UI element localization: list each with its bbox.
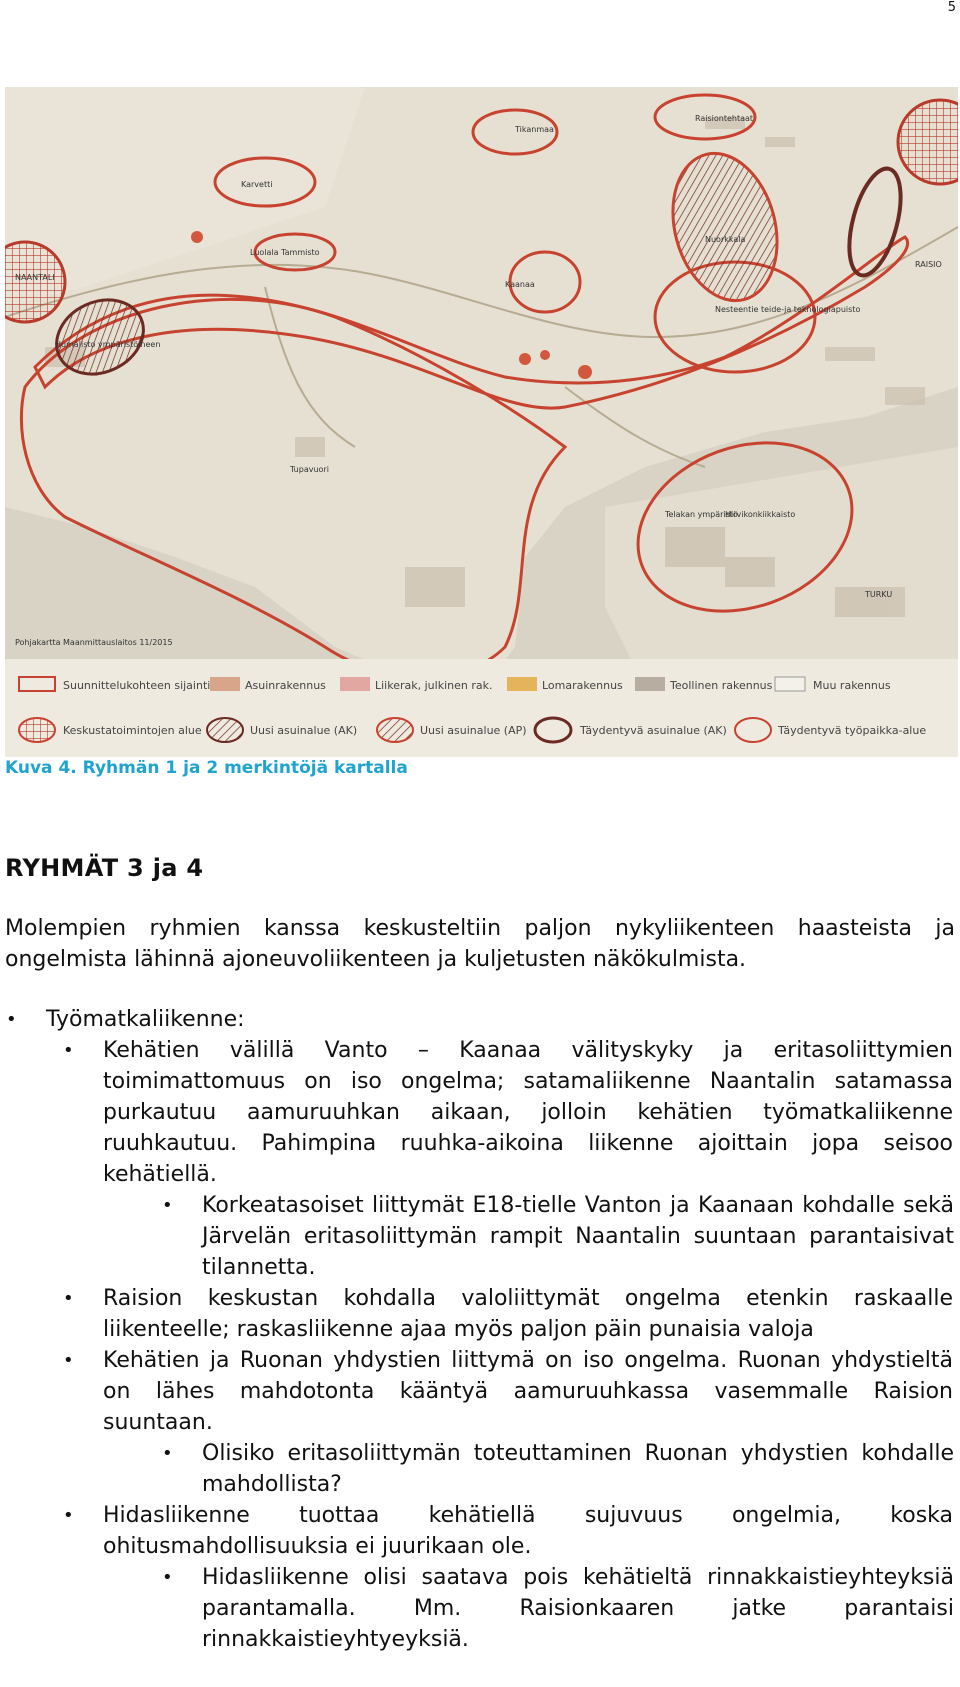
bullet-icon: •	[63, 1350, 74, 1371]
map-label: Pohjakartta Maanmittauslaitos 11/2015	[15, 638, 173, 647]
bullet-icon: •	[162, 1195, 173, 1216]
list-item	[162, 1438, 954, 1500]
bullet-icon: •	[162, 1567, 173, 1588]
map-label: Hirvikonkiikkaisto	[725, 510, 796, 519]
map-label: Karvetti	[241, 180, 273, 189]
bullet-icon: •	[162, 1443, 173, 1464]
list-item	[162, 1562, 954, 1655]
map-label: Telakan ympäristö	[665, 510, 738, 519]
section-heading: RYHMÄT 3 ja 4	[5, 854, 204, 882]
map-label: Nesteentie teide-ja teknologiapuisto	[715, 305, 861, 314]
legend-label: Asuinrakennus	[245, 679, 326, 692]
legend-label: Keskustatoimintojen alue	[63, 724, 202, 737]
map-label: Tupavuori	[290, 465, 329, 474]
map-label: Raisiontehtaat	[695, 114, 754, 123]
legend-label: Täydentyvä asuinalue (AK)	[580, 724, 727, 737]
list-item	[162, 1190, 954, 1283]
map-label: Luolala Tammisto	[250, 248, 320, 257]
map-label: Kaanaa	[505, 280, 535, 289]
legend-label: Uusi asuinalue (AK)	[250, 724, 358, 737]
map-label: Humalisto ympäristöineen	[55, 340, 161, 349]
map-label: RAISIO	[915, 260, 942, 269]
bullet-list	[0, 1004, 960, 1655]
page-number: 5	[947, 0, 956, 15]
list-item-text: Raision keskustan kohdalla valoliittymät ongelma etenkin raskaalle liikenteelle; raskasliikenne ajaa myös paljon päin punaisia valoja	[103, 1286, 953, 1342]
legend-label: Lomarakennus	[542, 679, 623, 692]
figure-caption: Kuva 4. Ryhmän 1 ja 2 merkintöjä kartalla	[5, 758, 408, 778]
map-label: NAANTALI	[15, 273, 55, 282]
bullet-icon: •	[63, 1505, 74, 1526]
map-label: Nuorkkala	[705, 235, 746, 244]
legend-label: Uusi asuinalue (AP)	[420, 724, 527, 737]
annotated-map-image	[5, 87, 958, 757]
legend-label: Suunnittelukohteen sijainti	[63, 679, 211, 692]
list-item-text: Korkeatasoiset liittymät E18-tielle Vanton ja Kaanaan kohdalle sekä Järvelän eritasoliittymän rampit Naantalin suuntaan parantaisivat tilannetta.	[202, 1193, 954, 1280]
intro-paragraph: Molempien ryhmien kanssa keskusteltiin paljon nykyliikenteen haasteista ja ongelmista lähinnä ajoneuvoliikenteen ja kuljetusten näkökulmista.	[5, 916, 955, 972]
map-label: Tikanmaa	[515, 125, 554, 134]
map-photo	[5, 87, 958, 757]
list-item-text: Olisiko eritasoliittymän toteuttaminen Ruonan yhdystien kohdalle mahdollista?	[202, 1441, 954, 1497]
list-item-text: Työmatkaliikenne:	[46, 1007, 245, 1032]
list-item	[63, 1345, 953, 1438]
list-item-text: Kehätien välillä Vanto – Kaanaa välityskyky ja eritasoliittymien toimimattomuus on iso ongelma; satamaliikenne Naantalin satamassa purkautuu aamuruuhkan aikaan, jolloin kehätien työmatkaliikenne ruuhkautuu. Pahimpina ruuhka-aikoina liikenne ajoittain jopa seisoo kehätiellä.	[103, 1038, 953, 1187]
bullet-icon: •	[63, 1040, 74, 1061]
legend-label: Muu rakennus	[813, 679, 891, 692]
list-item-text: Hidasliikenne olisi saatava pois kehätieltä rinnakkaistieyhteyksiä parantamalla. Mm. Raisionkaaren jatke parantaisi rinnakkaistieyhtyeyksiä.	[202, 1565, 954, 1652]
list-item-text: Hidasliikenne tuottaa kehätiellä sujuvuus ongelmia, koska ohitusmahdollisuuksia ei juurikaan ole.	[103, 1503, 953, 1559]
list-item	[63, 1035, 953, 1190]
list-item	[63, 1283, 953, 1345]
list-item-text: Kehätien ja Ruonan yhdystien liittymä on iso ongelma. Ruonan yhdystieltä on lähes mahdotonta kääntyä aamuruuhkassa vasemmalle Raision suuntaan.	[103, 1348, 953, 1435]
legend-label: Teollinen rakennus	[670, 679, 773, 692]
map-label: TURKU	[865, 590, 893, 599]
list-item	[6, 1004, 946, 1035]
list-item	[63, 1500, 953, 1562]
bullet-icon: •	[6, 1009, 17, 1030]
bullet-icon: •	[63, 1288, 74, 1309]
legend-label: Täydentyvä työpaikka-alue	[778, 724, 927, 737]
legend-label: Liikerak, julkinen rak.	[375, 679, 493, 692]
